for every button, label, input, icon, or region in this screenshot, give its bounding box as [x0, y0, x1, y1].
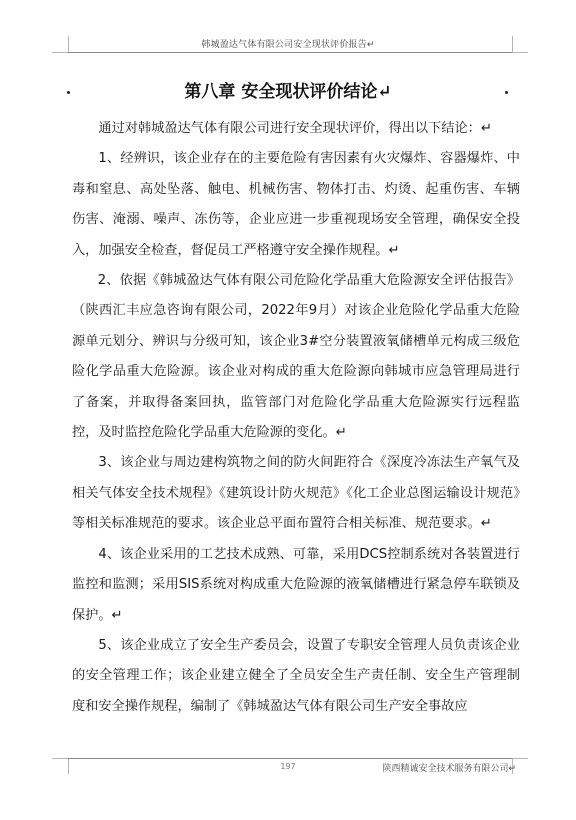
- footer-rule: [68, 758, 512, 759]
- page-number: 197: [280, 762, 296, 771]
- paragraph-conclusion-2: 2、依据《韩城盈达气体有限公司危险化学品重大危险源安全评估报告》（陕西汇丰应急咨询有限公司，2022年9月）对该企业危险化学品重大危险源单元划分、辨识与分级可知，该企业3#空分装置液氧储槽单元构成三级危险化学品重大危险源。该企业对构成的重大危险源向韩城市应急管理局进行了备案，并取得备案回执，监管部门对危险化学品重大危险源实行远程监控，及时监控危险化学品重大危险源的变化。↵: [72, 273, 520, 441]
- crop-mark-top-right-h: [512, 52, 528, 53]
- paragraph-conclusion-3: 3、该企业与周边建构筑物之间的防火间距符合《深度冷冻法生产氧气及相关气体安全技术规程》《建筑设计防火规范》《化工企业总图运输设计规范》等相关标准规范的要求。该企业总平面布置符合相关标准、规范要求。↵: [72, 455, 520, 532]
- paragraph-conclusion-4: 4、该企业采用的工艺技术成熟、可靠，采用DCS控制系统对各装置进行监控和监测；采用SIS系统对构成重大危险源的液氧储槽进行紧急停车联锁及保护。↵: [72, 546, 520, 623]
- paragraph-conclusion-1: 1、经辨识，该企业存在的主要危险有害因素有火灾爆炸、容器爆炸、中毒和窒息、高处坠落、触电、机械伤害、物体打击、灼烫、起重伤害、车辆伤害、淹溺、噪声、冻伤等，企业应进一步重视现场安全管理，确保安全投入，加强安全检查，督促员工严格遵守安全操作规程。↵: [72, 151, 520, 258]
- footer-company: 陕西精诚安全技术服务有限公司↵: [382, 764, 516, 774]
- running-header: 韩城盈达气体有限公司安全现状评价报告↵: [201, 40, 375, 50]
- crop-mark-bottom-left-h: [52, 758, 68, 759]
- paragraph-intro: 通过对韩城盈达气体有限公司进行安全现状评价，得出以下结论：↵: [98, 121, 492, 136]
- crop-mark-top-left-h: [52, 52, 68, 53]
- header-rule: [68, 52, 512, 53]
- paragraph-conclusion-5: 5、该企业成立了安全生产委员会，设置了专职安全管理人员负责该企业的安全管理工作；该企业建立健全了全员安全生产责任制、安全生产管理制度和安全操作规程，编制了《韩城盈达气体有限公司生产安全事故应: [72, 637, 520, 714]
- crop-mark-bottom-right-h: [512, 758, 528, 759]
- chapter-title: 第八章 安全现状评价结论↵: [184, 82, 392, 102]
- body-text: [72, 114, 520, 722]
